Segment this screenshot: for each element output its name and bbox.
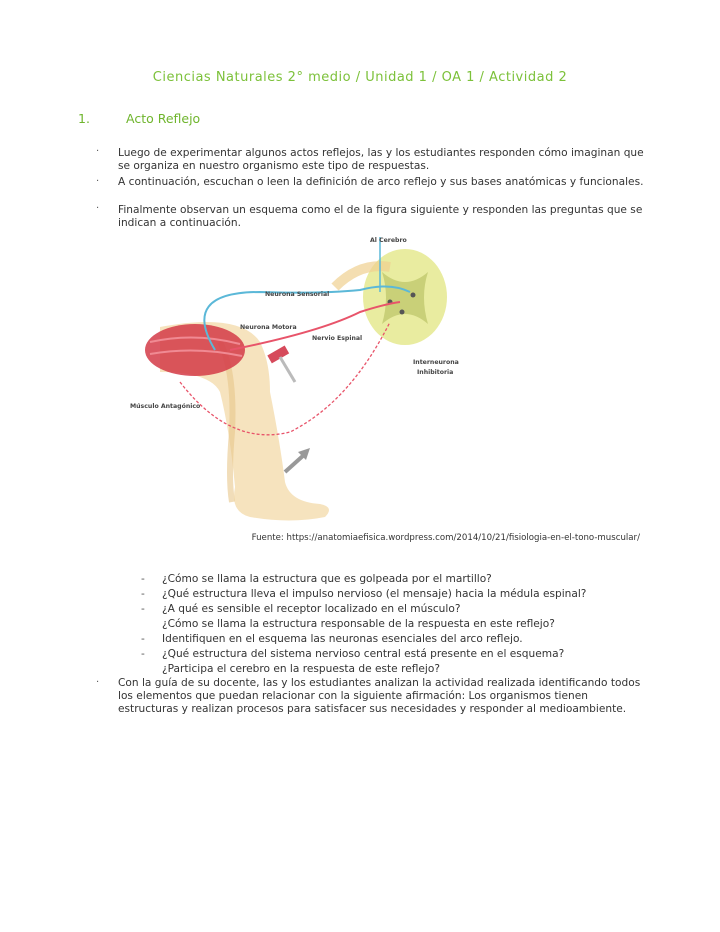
figure-caption: Fuente: https://anatomiaefisica.wordpress.com/2014/10/21/fisiologia-en-el-tono-muscular/ xyxy=(251,533,640,543)
dash-marker: - xyxy=(141,573,145,585)
question-7: ¿Participa el cerebro en la respuesta de este reflejo? xyxy=(162,663,440,675)
label-sensory-neuron: Neurona Sensorial xyxy=(265,291,330,298)
dash-marker: - xyxy=(141,633,145,645)
section-number: 1. xyxy=(78,111,90,126)
intro-item-1: Luego de experimentar algunos actos reflejos, las y los estudiantes responden cómo imaginan que se organiza en nuestro organismo este tipo de respuestas. xyxy=(118,147,644,172)
closing-paragraph: Con la guía de su docente, las y los estudiantes analizan la actividad realizada identificando todos los elementos que puedan relacionar con la siguiente afirmación: Los organismos tienen estructuras y realizan procesos para satisfacer sus necesidades y responder al medioambiente. xyxy=(118,677,641,715)
label-antagonist-muscle: Músculo Antagónico xyxy=(130,403,201,410)
bullet-marker: · xyxy=(96,203,100,214)
reflex-arc-figure xyxy=(120,232,660,527)
section-heading xyxy=(78,111,200,126)
hammer-handle xyxy=(280,357,295,382)
intro-item-3: Finalmente observan un esquema como el de la figura siguiente y responden las preguntas que se indican a continuación. xyxy=(118,204,643,229)
cell-body xyxy=(400,310,405,315)
question-5: Identifiquen en el esquema las neuronas esenciales del arco reflejo. xyxy=(162,633,523,645)
bullet-marker: · xyxy=(96,677,100,688)
question-3: ¿A qué es sensible el receptor localizado en el músculo? xyxy=(162,603,461,615)
question-2: ¿Qué estructura lleva el impulso nervioso (el mensaje) hacia la médula espinal? xyxy=(162,588,587,600)
dash-marker: - xyxy=(141,648,145,660)
question-1: ¿Cómo se llama la estructura que es golpeada por el martillo? xyxy=(162,573,492,585)
question-6: ¿Qué estructura del sistema nervioso central está presente en el esquema? xyxy=(162,648,565,660)
dash-marker: - xyxy=(141,603,145,615)
label-interneuron: Interneurona xyxy=(413,359,459,366)
movement-arrow xyxy=(285,454,305,472)
label-brain: Al Cerebro xyxy=(370,237,407,244)
section-title: Acto Reflejo xyxy=(125,111,201,126)
question-4: ¿Cómo se llama la estructura responsable de la respuesta en este reflejo? xyxy=(162,618,555,630)
label-spinal-nerve: Nervio Espinal xyxy=(312,335,363,342)
bullet-marker: · xyxy=(96,176,100,187)
intro-item-2: A continuación, escuchan o leen la definición de arco reflejo y sus bases anatómicas y funcionales. xyxy=(118,176,644,188)
document-header: Ciencias Naturales 2° medio / Unidad 1 / OA 1 / Actividad 2 xyxy=(152,70,568,85)
label-inhibitory: Inhibitoria xyxy=(417,369,454,376)
cell-body xyxy=(411,293,416,298)
label-motor-neuron: Neurona Motora xyxy=(240,324,297,331)
hammer-shape xyxy=(267,346,289,364)
dash-marker: - xyxy=(141,588,145,600)
bullet-marker: · xyxy=(96,146,100,157)
